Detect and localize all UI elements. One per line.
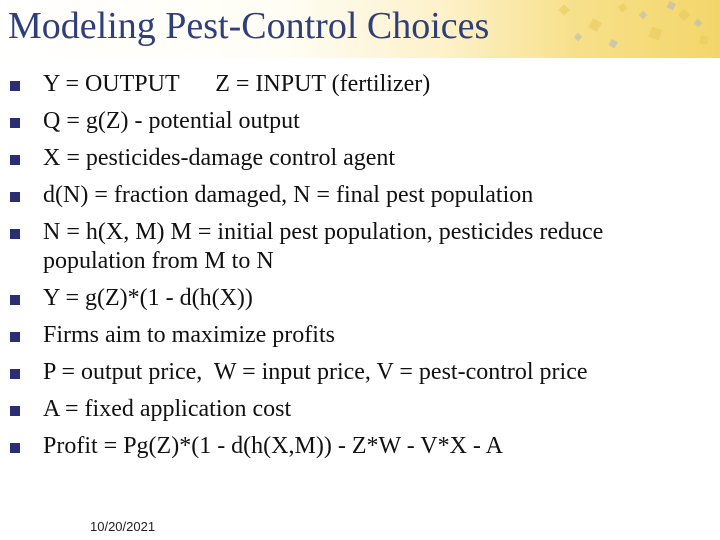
bullet-item (0, 321, 720, 350)
bullet-text: A = fixed application cost (43, 396, 292, 422)
bullet-text: Firms aim to maximize profits (43, 322, 335, 348)
square-bullet-icon (10, 155, 20, 165)
bullet-item (0, 218, 720, 276)
square-bullet-icon (10, 406, 20, 416)
square-bullet-icon (10, 369, 20, 379)
square-bullet-icon (10, 229, 20, 239)
bullet-item (0, 181, 720, 210)
bullet-text: Profit = Pg(Z)*(1 - d(h(X,M)) - Z*W - V*X - A (43, 433, 503, 459)
bullet-text: d(N) = fraction damaged, N = final pest population (43, 182, 534, 208)
square-bullet-icon (10, 295, 20, 305)
bullet-text: Y = g(Z)*(1 - d(h(X)) (43, 285, 253, 311)
bullet-text: Y = OUTPUT Z = INPUT (fertilizer) (43, 71, 431, 97)
bullet-item (0, 284, 720, 313)
square-bullet-icon (10, 81, 20, 91)
bullet-text: X = pesticides-damage control agent (43, 145, 396, 171)
bullet-item (0, 70, 720, 99)
square-bullet-icon (10, 332, 20, 342)
bullet-item (0, 144, 720, 173)
bullet-item (0, 432, 720, 461)
square-bullet-icon (10, 443, 20, 453)
bullet-item (0, 358, 720, 387)
bullet-text: Q = g(Z) - potential output (43, 108, 300, 134)
slide-title: Modeling Pest-Control Choices (8, 5, 490, 47)
bullet-item (0, 107, 720, 136)
bullet-text: P = output price, W = input price, V = pest-control price (43, 359, 588, 385)
bullet-item (0, 395, 720, 424)
bullet-list (0, 70, 720, 469)
square-bullet-icon (10, 192, 20, 202)
slide-date: 10/20/2021 (90, 519, 156, 534)
bullet-text: N = h(X, M) M = initial pest population, pesticides reduce population from M to N (43, 219, 604, 274)
square-bullet-icon (10, 118, 20, 128)
